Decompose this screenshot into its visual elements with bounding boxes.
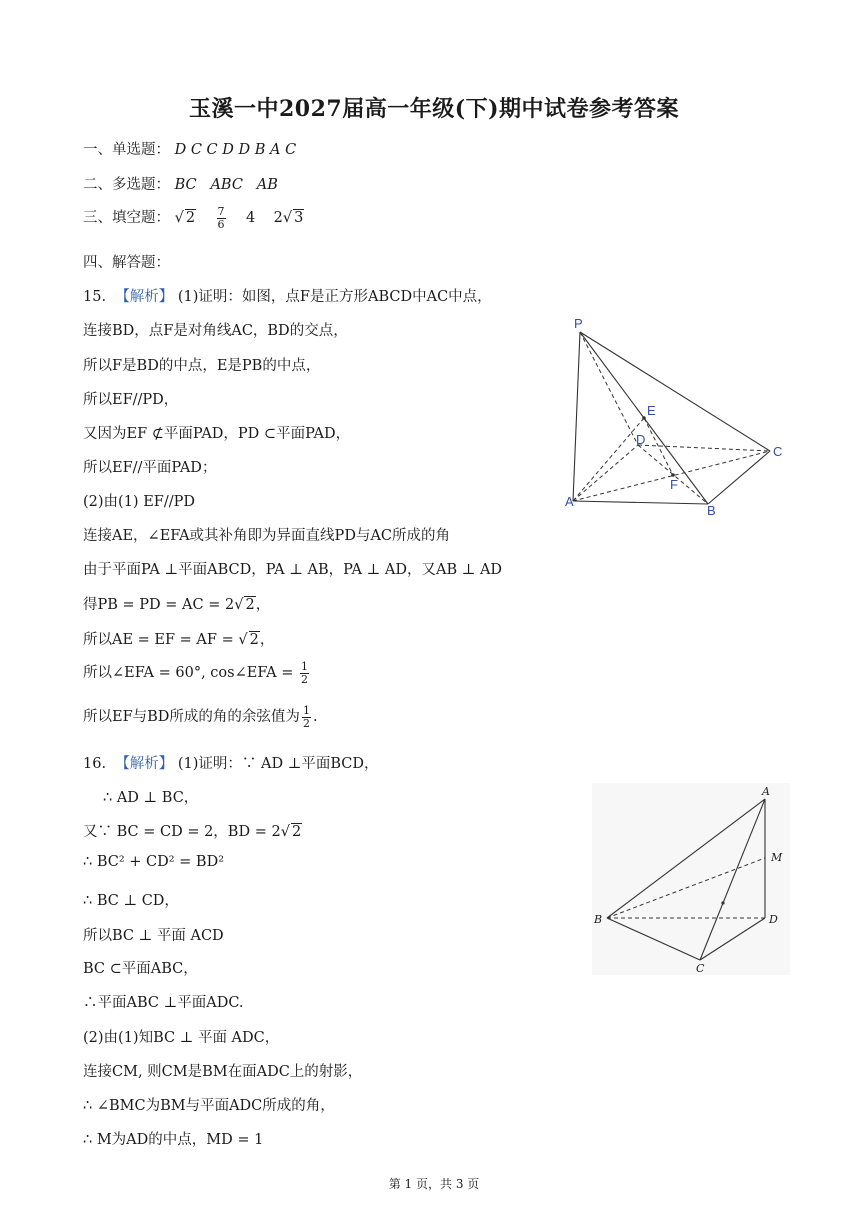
q15-line-7: (2)由(1) EF//PD	[83, 494, 195, 510]
vertex-label-a: A	[565, 494, 574, 509]
section-label: 二、多选题：	[83, 177, 170, 193]
q16-line-6: 所以BC ⊥ 平面 ACD	[83, 928, 224, 944]
q16-line-5: ∴ BC ⊥ CD，	[83, 893, 179, 909]
point-label-m: M	[771, 851, 783, 864]
point-label-f: F	[670, 477, 678, 492]
tetrahedron-figure	[592, 783, 790, 975]
q16-line-11: ∴ ∠BMC为BM与平面ADC所成的角，	[83, 1098, 335, 1114]
answer-4: 2√ 3	[273, 210, 304, 227]
vertex-label-b: B	[594, 913, 603, 926]
analysis-tag: 【解析】	[115, 289, 174, 305]
vertex-label-p: P	[574, 316, 583, 331]
analysis-tag: 【解析】	[115, 756, 174, 772]
pyramid-figure	[560, 314, 800, 520]
page-title: 玉溪一中2027届高一年级(下)期中试卷参考答案	[188, 96, 680, 122]
q15-line-4: 所以EF//PD，	[83, 392, 179, 408]
section4-heading: 四、解答题：	[83, 255, 170, 271]
section-label: 一、单选题：	[83, 142, 170, 158]
section-label: 三、填空题：	[83, 210, 170, 227]
q16-line-7: BC ⊂平面ABC，	[83, 961, 198, 977]
q16-line-10: 连接CM, 则CM是BM在面ADC上的射影，	[83, 1064, 363, 1080]
answer-values: BC ABC AB	[174, 177, 278, 193]
q15-line-9: 由于平面PA ⊥平面ABCD，PA ⊥ AB，PA ⊥ AD，又AB ⊥ AD	[83, 562, 503, 578]
q16-line-2: ∴ AD ⊥ BC，	[103, 790, 199, 806]
single-choice-answers	[83, 138, 296, 159]
q15-line-5: 又因为EF ⊄平面PAD，PD ⊂平面PAD，	[83, 426, 351, 442]
q15-line-3: 所以F是BD的中点，E是PB的中点，	[83, 358, 321, 374]
q15-line-8: 连接AE，∠EFA或其补角即为异面直线PD与AC所成的角	[83, 528, 451, 544]
q15-line-2: 连接BD，点F是对角线AC，BD的交点，	[83, 323, 348, 339]
answer-values: D C C D D B A C	[174, 142, 297, 158]
answer-3: 4	[245, 210, 256, 227]
q16-line-1: 16. 【解析】 (1)证明：∵ AD ⊥平面BCD，	[83, 756, 379, 772]
q15-line-1: 15. 【解析】 (1)证明：如图，点F是正方形ABCD中AC中点，	[83, 289, 492, 305]
vertex-label-b: B	[707, 503, 716, 518]
vertex-label-d: D	[636, 432, 646, 447]
point-label-e: E	[647, 403, 656, 418]
q15-line-11: 所以AE = EF = AF = √ 2，	[83, 632, 275, 648]
q15-line-6: 所以EF//平面PAD；	[83, 460, 217, 476]
fill-blank-answers	[83, 206, 304, 230]
q16-line-9: (2)由(1)知BC ⊥ 平面 ADC，	[83, 1030, 280, 1046]
vertex-label-c: C	[696, 962, 705, 975]
page-footer: 第 1 页，共 3 页	[388, 1177, 480, 1191]
q16-line-8: ∴平面ABC ⊥平面ADC.	[83, 995, 244, 1011]
vertex-label-c: C	[773, 444, 783, 459]
q16-line-3: 又∵ BC = CD = 2，BD = 2√ 2	[83, 824, 302, 840]
q16-line-12: ∴ M为AD的中点，MD = 1	[83, 1132, 264, 1148]
answer-1: √ 2	[174, 210, 196, 227]
q15-line-13: 所以EF与BD所成的角的余弦值为 $\frac{1}{2}$ .	[83, 704, 318, 730]
q15-line-12: 所以∠EFA = 60°, cos∠EFA = $\frac{1}{2}$	[83, 660, 308, 686]
vertex-label-d: D	[769, 913, 778, 926]
q16-line-4: ∴ BC² + CD² = BD²	[83, 854, 225, 870]
multi-choice-answers	[83, 173, 278, 194]
q15-line-10: 得PB = PD = AC = 2√ 2，	[83, 597, 271, 613]
vertex-label-a: A	[762, 785, 770, 798]
answer-2-fraction: $\frac{7}{6}$	[217, 205, 225, 231]
